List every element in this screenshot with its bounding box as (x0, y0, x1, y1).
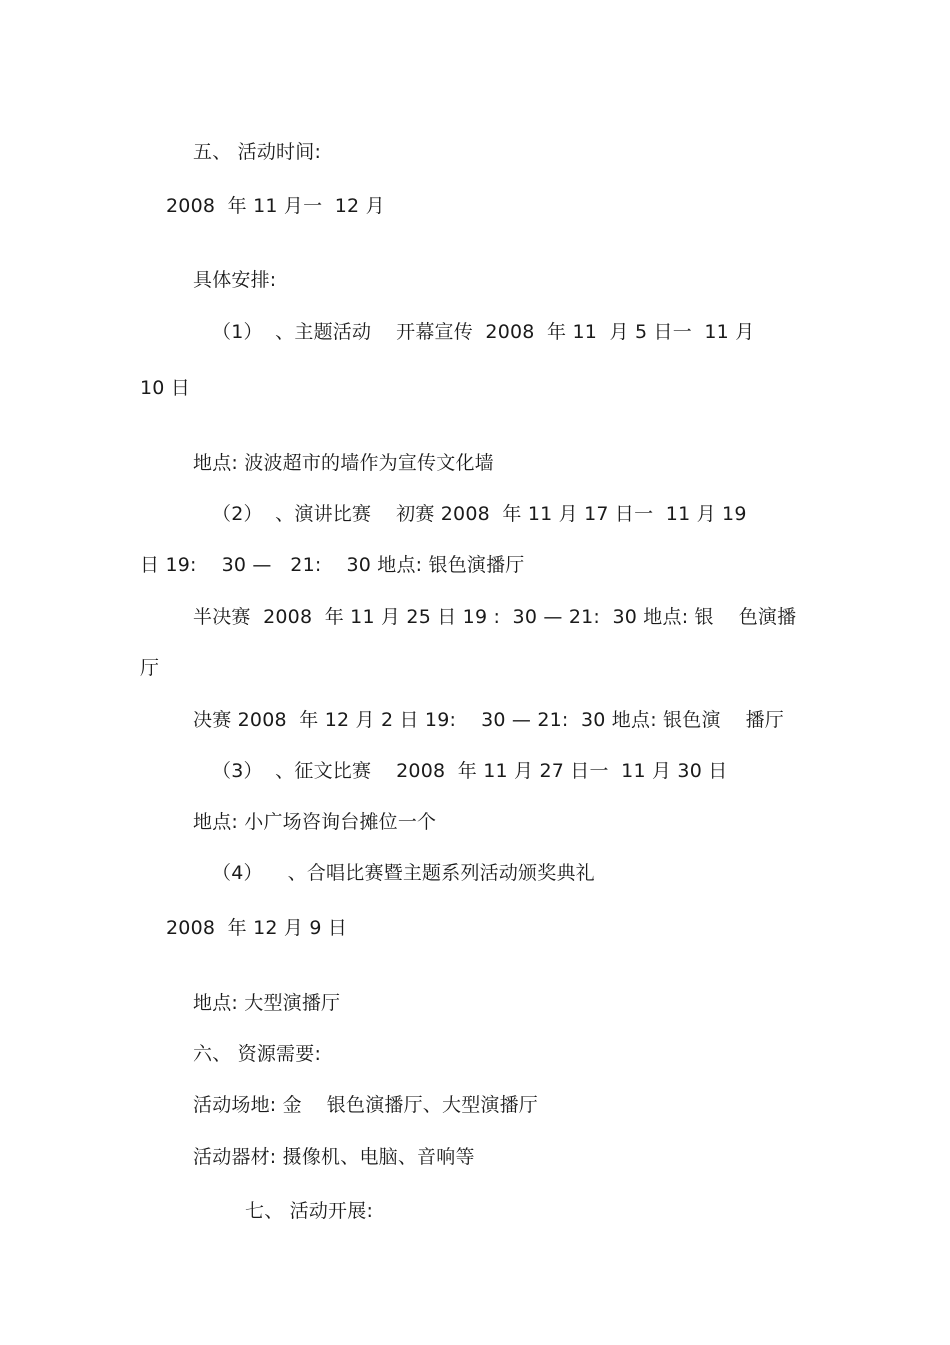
item-4-date: 2008 年 12 月 9 日 (166, 917, 348, 939)
item-4-location: 地点: 大型演播厅 (193, 992, 341, 1014)
item-2-preliminary-time: 日 19: 30 — 21: 30 地点: 银色演播厅 (140, 554, 525, 576)
item-3-essay-contest: （3） 、征文比赛 2008 年 11 月 27 日一 11 月 30 日 (212, 760, 728, 782)
resource-equipment: 活动器材: 摄像机、电脑、音响等 (193, 1146, 475, 1168)
item-4-chorus-contest: （4） 、合唱比赛暨主题系列活动颁奖典礼 (212, 862, 595, 884)
item-1-location: 地点: 波波超市的墙作为宣传文化墙 (193, 452, 494, 474)
section-seven-heading: 七、 活动开展: (245, 1200, 374, 1222)
item-1-end-date: 10 日 (140, 377, 191, 399)
activity-period: 2008 年 11 月一 12 月 (166, 195, 385, 217)
item-2-final: 决赛 2008 年 12 月 2 日 19: 30 — 21: 30 地点: 银色演 播厅 (193, 709, 785, 731)
item-2-speech-contest: （2） 、演讲比赛 初赛 2008 年 11 月 17 日一 11 月 19 (212, 503, 747, 525)
item-1-theme-activity: （1） 、主题活动 开幕宣传 2008 年 11 月 5 日一 11 月 (212, 321, 755, 343)
item-2-semifinal: 半决赛 2008 年 11 月 25 日 19 : 30 — 21: 30 地点: 银 色演播 (193, 606, 797, 628)
item-2-semifinal-cont: 厅 (140, 657, 160, 679)
item-3-location: 地点: 小广场咨询台摊位一个 (193, 811, 437, 833)
section-six-heading: 六、 资源需要: (193, 1043, 322, 1065)
resource-venue: 活动场地: 金 银色演播厅、大型演播厅 (193, 1094, 539, 1116)
section-five-heading: 五、 活动时间: (193, 141, 322, 163)
schedule-heading: 具体安排: (193, 269, 277, 291)
